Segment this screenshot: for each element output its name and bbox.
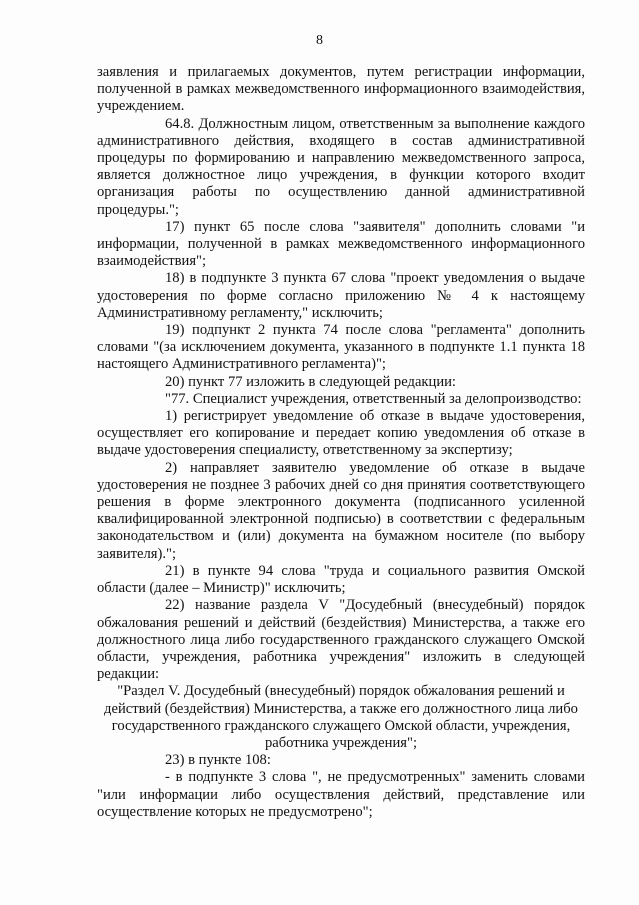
paragraph-item-20: 20) пункт 77 изложить в следующей редакции: bbox=[165, 373, 456, 390]
paragraph-subpoint-3: - в подпункте 3 слова ", не предусмотренных" заменить словами "или информации либо осуществления действий, представление или осуществление которых не предусмотрено"; bbox=[97, 769, 585, 820]
paragraph-item-17: 17) пункт 65 после слова "заявителя" дополнить словами "и информации, полученной в рамках межведомственного информационного взаимодействия"; bbox=[97, 218, 585, 270]
paragraph-item-21: 21) в пункте 94 слова "труда и социального развития Омской области (далее – Министр)" исключить; bbox=[97, 562, 585, 597]
paragraph-subitem-1: 1) регистрирует уведомление об отказе в выдаче удостоверения, осуществляет его копирование и передает копию уведомления об отказе в выдаче удостоверения специалисту, ответственному за экспертизу; bbox=[97, 408, 585, 459]
paragraph-subitem-2: 2) направляет заявителю уведомление об отказе в выдаче удостоверения не позднее 3 рабочих дней со дня принятия соответствующего решения в форме электронного документа (подписанного усиленной квалифицированной электронной подписью) в соответствии с федеральным законодательством и (или) документа на бумажном носителе (по выбору заявителя)."; bbox=[97, 459, 585, 562]
page-number: 8 bbox=[316, 33, 323, 48]
section-v-title: "Раздел V. Досудебный (внесудебный) порядок обжалования решений и действий (бездействия) Министерства, а также его должностного лица либо государственного гражданского служащего Омской области, учреждения, работника учреждения"; bbox=[104, 683, 578, 751]
paragraph-item-23: 23) в пункте 108: bbox=[165, 752, 271, 769]
paragraph-item-19: 19) подпункт 2 пункта 74 после слова "регламента" дополнить словами "(за исключением документа, указанного в подпункте 1.1 пункта 18 настоящего Административного регламента)"; bbox=[97, 322, 585, 373]
paragraph-continuation: заявления и прилагаемых документов, путем регистрации информации, полученной в рамках межведомственного информационного взаимодействия, учреждением. bbox=[97, 64, 585, 115]
paragraph-point-77: "77. Специалист учреждения, ответственный за делопроизводство: bbox=[165, 390, 582, 407]
paragraph-item-22: 22) название раздела V "Досудебный (внесудебный) порядок обжалования решений и действий (бездействия) Министерства, а также его должностного лица либо государственного гражданского служащего Омской области, учреждения, работника учреждения" изложить в следующей редакции: bbox=[97, 597, 585, 683]
paragraph-item-18: 18) в подпункте 3 пункта 67 слова "проект уведомления о выдаче удостоверения по форме согласно приложению № 4 к настоящему Административному регламенту," исключить; bbox=[97, 270, 585, 321]
paragraph-64-8: 64.8. Должностным лицом, ответственным за выполнение каждого административного действия, входящего в состав административной процедуры по формированию и направлению межведомственного запроса, является должностное лицо учреждения, в функции которого входит организация работы по осуществлению данной административной процедуры."; bbox=[97, 115, 585, 218]
document-body bbox=[97, 64, 585, 821]
